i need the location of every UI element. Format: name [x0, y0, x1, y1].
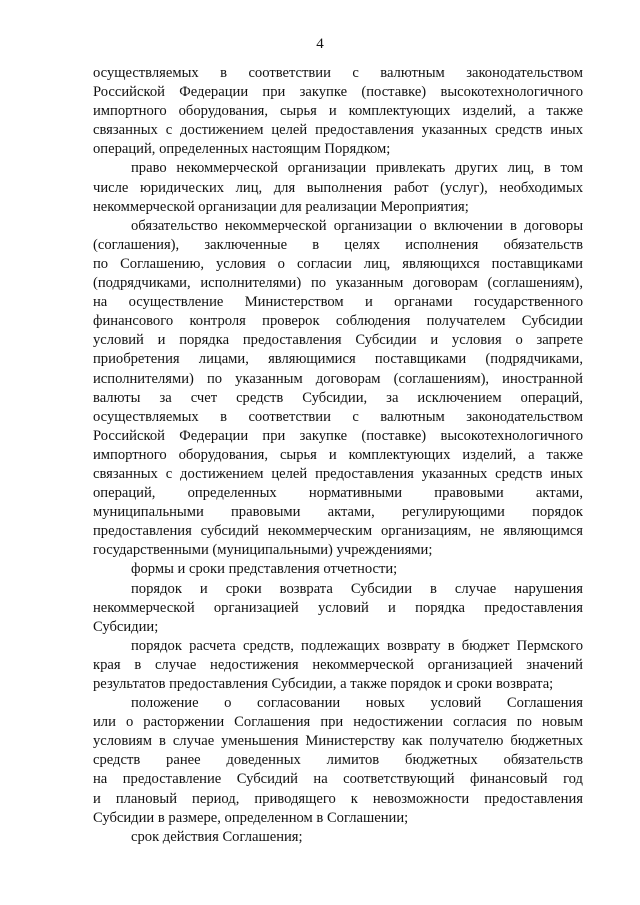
- text-line: муниципальными правовыми актами, регулирующими порядок: [93, 504, 583, 521]
- text-line: связанных с достижением целей предоставления указанных средств иных: [93, 465, 583, 482]
- text-line: на осуществление Министерством и органами государственного: [93, 294, 583, 311]
- text-line: Российской Федерации при закупке (поставке) высокотехнологичного: [93, 84, 583, 101]
- text-line: некоммерческой организацией условий и порядка предоставления: [93, 599, 583, 616]
- text-line: положение о согласовании новых условий Соглашения: [131, 695, 583, 712]
- text-line: по Соглашению, условия о согласии лиц, являющихся поставщиками: [93, 255, 583, 272]
- text-line: Российской Федерации при закупке (поставке) высокотехнологичного: [93, 427, 583, 444]
- text-line: импортного оборудования, сырья и комплектующих изделий, а также: [93, 103, 583, 120]
- document-body: [93, 64, 583, 847]
- text-line: государственными (муниципальными) учреждениями;: [93, 542, 433, 559]
- text-line: предоставления субсидий некоммерческим организациям, не являющимся: [93, 523, 583, 540]
- text-line: осуществляемых в соответствии с валютным законодательством: [93, 65, 583, 81]
- page-number: 4: [316, 36, 324, 52]
- text-line: Субсидии в размере, определенном в Соглашении;: [93, 809, 409, 826]
- text-line: исполнителями) по указанным договорам (соглашениям), иностранной: [93, 370, 583, 387]
- text-line: (подрядчиками, исполнителями) по указанным договорам (соглашениям),: [93, 275, 583, 292]
- text-line: право некоммерческой организации привлекать других лиц, в том: [131, 160, 583, 177]
- text-line: или о расторжении Соглашения при недостижении согласия по новым: [93, 714, 583, 731]
- text-line: финансового контроля проверок соблюдения получателем Субсидии: [93, 313, 583, 330]
- text-line: операций, определенных нормативными правовыми актами,: [93, 485, 583, 502]
- text-line: осуществляемых в соответствии с валютным законодательством: [93, 408, 583, 425]
- text-line: средств ранее доведенных лимитов бюджетных обязательств: [93, 752, 583, 769]
- text-line: формы и сроки представления отчетности;: [131, 561, 398, 578]
- text-line: числе юридических лиц, для выполнения работ (услуг), необходимых: [93, 179, 583, 196]
- text-line: операций, определенных настоящим Порядком;: [93, 141, 391, 158]
- text-line: срок действия Соглашения;: [131, 828, 303, 845]
- text-line: валюты за счет средств Субсидии, за исключением операций,: [93, 389, 583, 406]
- text-line: (соглашения), заключенные в целях исполнения обязательств: [93, 236, 583, 253]
- text-line: порядок и сроки возврата Субсидии в случае нарушения: [131, 580, 583, 597]
- text-line: приобретения лицами, являющимися поставщиками (подрядчиками,: [93, 351, 583, 368]
- text-line: края в случае недостижения некоммерческой организацией значений: [93, 656, 583, 673]
- text-line: условий и порядка предоставления Субсидии и условия о запрете: [93, 332, 583, 349]
- text-line: обязательство некоммерческой организации о включении в договоры: [131, 217, 583, 234]
- text-line: результатов предоставления Субсидии, а также порядок и сроки возврата;: [93, 676, 554, 692]
- text-line: импортного оборудования, сырья и комплектующих изделий, а также: [93, 446, 583, 463]
- text-line: некоммерческой организации для реализации Мероприятия;: [93, 198, 469, 215]
- text-line: на предоставление Субсидий на соответствующий финансовый год: [93, 771, 583, 788]
- text-line: условиям в случае уменьшения Министерству как получателю бюджетных: [93, 733, 583, 750]
- text-line: Субсидии;: [93, 618, 159, 635]
- text-line: и плановый период, приводящего к невозможности предоставления: [93, 790, 583, 807]
- text-line: связанных с достижением целей предоставления указанных средств иных: [93, 122, 583, 139]
- text-line: порядок расчета средств, подлежащих возврату в бюджет Пермского: [131, 637, 583, 654]
